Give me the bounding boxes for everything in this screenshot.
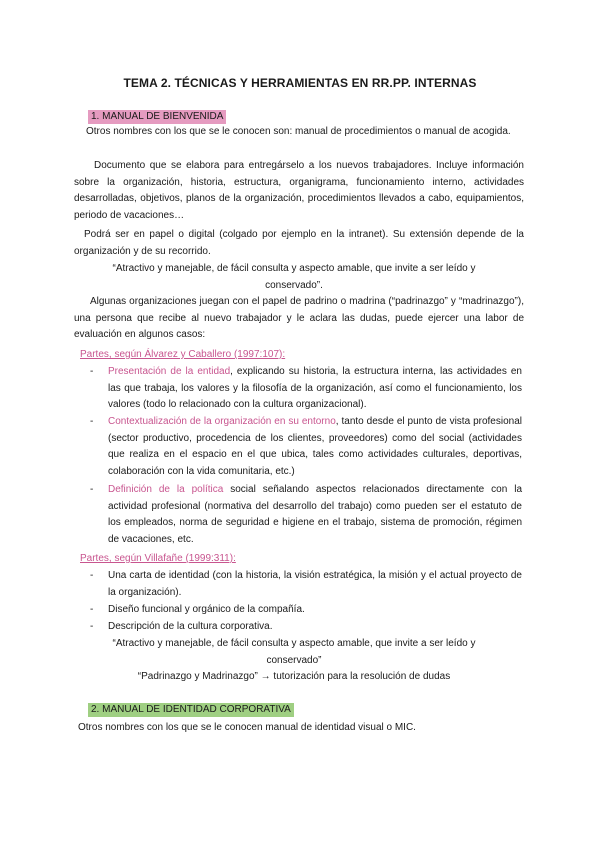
list-item-rest: , explicando su historia, la estructura interna, las actividades en las que trabaja, los valores y la filosofía de la organización, así como el funcionamiento, los valores (todo lo relacionado con la cultura organizacional). [108, 366, 522, 411]
list-item [90, 619, 522, 636]
section-2-heading: 2. MANUAL DE IDENTIDAD CORPORATIVA [88, 703, 294, 717]
bullet-dash: - [90, 484, 94, 495]
list-item-text: Diseño funcional y orgánico de la compañía. [108, 604, 305, 615]
quote-2: “Atractivo y manejable, de fácil consulta y aspecto amable, que invite a ser leído y conservado” [112, 638, 476, 666]
list-item-rest: social señalando aspectos relacionados directamente con la actividad profesional (normativa del desarrollo del trabajo) como pueden ser el estatuto de los empleados, norma de seguridad e higiene en el trabajo, sistema de promoción, régimen de vacaciones, etc. [108, 484, 523, 545]
bullet-dash: - [90, 416, 94, 427]
section-1-paragraph-3: Podrá ser en papel o digital (colgado por ejemplo en la intranet). Su extensión depende de la organización y de su recorrido. [74, 229, 524, 257]
list-item [90, 482, 522, 552]
highlight-term: Contextualización de la organización en su entorno [108, 416, 336, 427]
section-1-paragraph-1: Otros nombres con los que se le conocen son: manual de procedimientos o manual de acogida. [86, 126, 511, 137]
quote-1: “Atractivo y manejable, de fácil consulta y aspecto amable, que invite a ser leído y conservado”. [112, 263, 476, 291]
list-item [90, 414, 522, 484]
list-item-text [108, 414, 522, 480]
bullet-dash: - [90, 604, 94, 615]
bullet-dash: - [90, 570, 94, 581]
list-item-text: Una carta de identidad (con la historia, la visión estratégica, la misión y el actual proyecto de la organización). [108, 570, 522, 598]
page-title: TEMA 2. TÉCNICAS Y HERRAMIENTAS EN RR.PP. INTERNAS [123, 76, 477, 90]
highlight-term: Definición de la política [108, 484, 224, 495]
list-item-text [108, 364, 522, 414]
quote-3: “Padrinazgo y Madrinazgo” → tutorización para la resolución de dudas [137, 671, 451, 682]
parts-2-label: Partes, según Villafañe (1999:311): [80, 553, 236, 564]
section-1-paragraph-2: Documento que se elabora para entregárselo a los nuevos trabajadores. Incluye información sobre la organización, historia, estructura, organigrama, funcionamiento interno, actividades desarrolladas, objetivos, planos de la organización, procedimientos llevados a cabo, equipamientos, periodo de vacaciones… [74, 160, 524, 221]
section-1-paragraph-4: Algunas organizaciones juegan con el papel de padrino o madrina (“padrinazgo” y “madrinazgo”), una persona que recibe al nuevo trabajador y le aclara las dudas, puede ejercer una labor de evaluación en algunos casos: [74, 296, 524, 341]
parts-1-label: Partes, según Álvarez y Caballero (1997:107): [80, 349, 286, 360]
list-item [90, 602, 522, 619]
section-2-paragraph-1: Otros nombres con los que se le conocen manual de identidad visual o MIC. [78, 722, 416, 733]
list-item [90, 364, 522, 414]
list-item-text: Descripción de la cultura corporativa. [108, 621, 273, 632]
bullet-dash: - [90, 366, 94, 377]
list-item [90, 568, 522, 602]
list-item-text [108, 482, 522, 548]
list-item-rest: , tanto desde el punto de vista profesional (sector productivo, procedencia de los clientes, proveedores) como del social (actividades que realiza en el espacio en el que ubica, tales como actividades culturales, deportivas, colaboración con la vida comunitaria, etc.) [108, 416, 522, 477]
highlight-term: Presentación de la entidad [108, 366, 231, 377]
bullet-dash: - [90, 621, 94, 632]
section-1-heading: 1. MANUAL DE BIENVENIDA [88, 110, 226, 124]
